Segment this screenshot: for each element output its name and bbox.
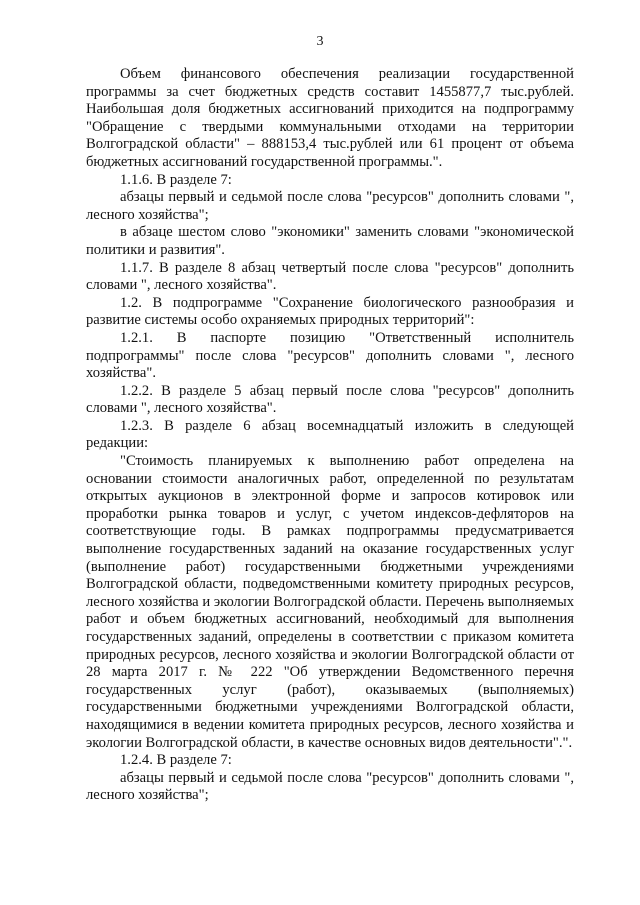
document-body [86,66,574,805]
paragraph-1-2-2: 1.2.2. В разделе 5 абзац первый после слова "ресурсов" дополнить словами ", лесного хозяйства". [86,382,574,417]
paragraph-1-1-6-first-seventh: абзацы первый и седьмой после слова "ресурсов" дополнить словами ", лесного хозяйства"; [86,189,574,223]
paragraph-1-2-1: 1.2.1. В паспорте позицию "Ответственный исполнитель подпрограммы" после слова "ресурсов" дополнить словами ", лесного хозяйства". [86,329,574,382]
paragraph-1-1-7: 1.1.7. В разделе 8 абзац четвертый после слова "ресурсов" дополнить словами ", лесного хозяйства". [86,259,574,294]
paragraph-1-2: 1.2. В подпрограмме "Сохранение биологического разнообразия и развитие системы особо охраняемых природных территорий": [86,294,574,329]
paragraph-1-1-6: 1.1.6. В разделе 7: [120,171,232,188]
paragraph-1-2-4-first-seventh: абзацы первый и седьмой после слова "ресурсов" дополнить словами ", лесного хозяйства"; [86,769,574,804]
paragraph-1-1-6-sixth: в абзаце шестом слово "экономики" заменить словами "экономической политики и развития". [86,224,574,258]
paragraph-1-2-3-new-text: "Стоимость планируемых к выполнению работ определена на основании стоимости аналогичных работ, определенной по результатам открытых аукционов в электронной форме и запросов котировок или проработки рынка товаров и услуг, с учетом индексов-дефляторов на соответствующие годы. В рамках подпрограммы предусматривается выполнение государственных заданий на оказание государственных услуг (выполнение работ) государственными бюджетными учреждениями Волгоградской области, подведомственными комитету природных ресурсов, лесного хозяйства и экологии Волгоградской области. Перечень выполняемых работ и объем бюджетных ассигнований, необходимый для выполнения государственных заданий, определены в соответствии с приказом комитета природных ресурсов, лесного хозяйства и экологии Волгоградской области от 28 марта 2017 г. № 222 "Об утверждении Ведомственного перечня государственных услуг (работ), оказываемых (выполняемых) государственными бюджетными учреждениями Волгоградской области, находящимися в ведении комитета природных ресурсов, лесного хозяйства и экологии Волгоградской области, в качестве основных видов деятельности".". [86,453,574,751]
paragraph-1-2-3: 1.2.3. В разделе 6 абзац восемнадцатый изложить в следующей редакции: [86,417,574,452]
paragraph-financing-volume: Объем финансового обеспечения реализации государственной программы за счет бюджетных средств составит 1455877,7 тыс.рублей. Наибольшая доля бюджетных ассигнований приходится на подпрограмму "Обращение с твердыми коммунальными отходами на территории Волгоградской области" – 888153,4 тыс.рублей или 61 процент от объема бюджетных ассигнований государственной программы.". [86,66,574,170]
paragraph-1-2-4: 1.2.4. В разделе 7: [120,752,232,769]
page-number: 3 [316,34,324,49]
